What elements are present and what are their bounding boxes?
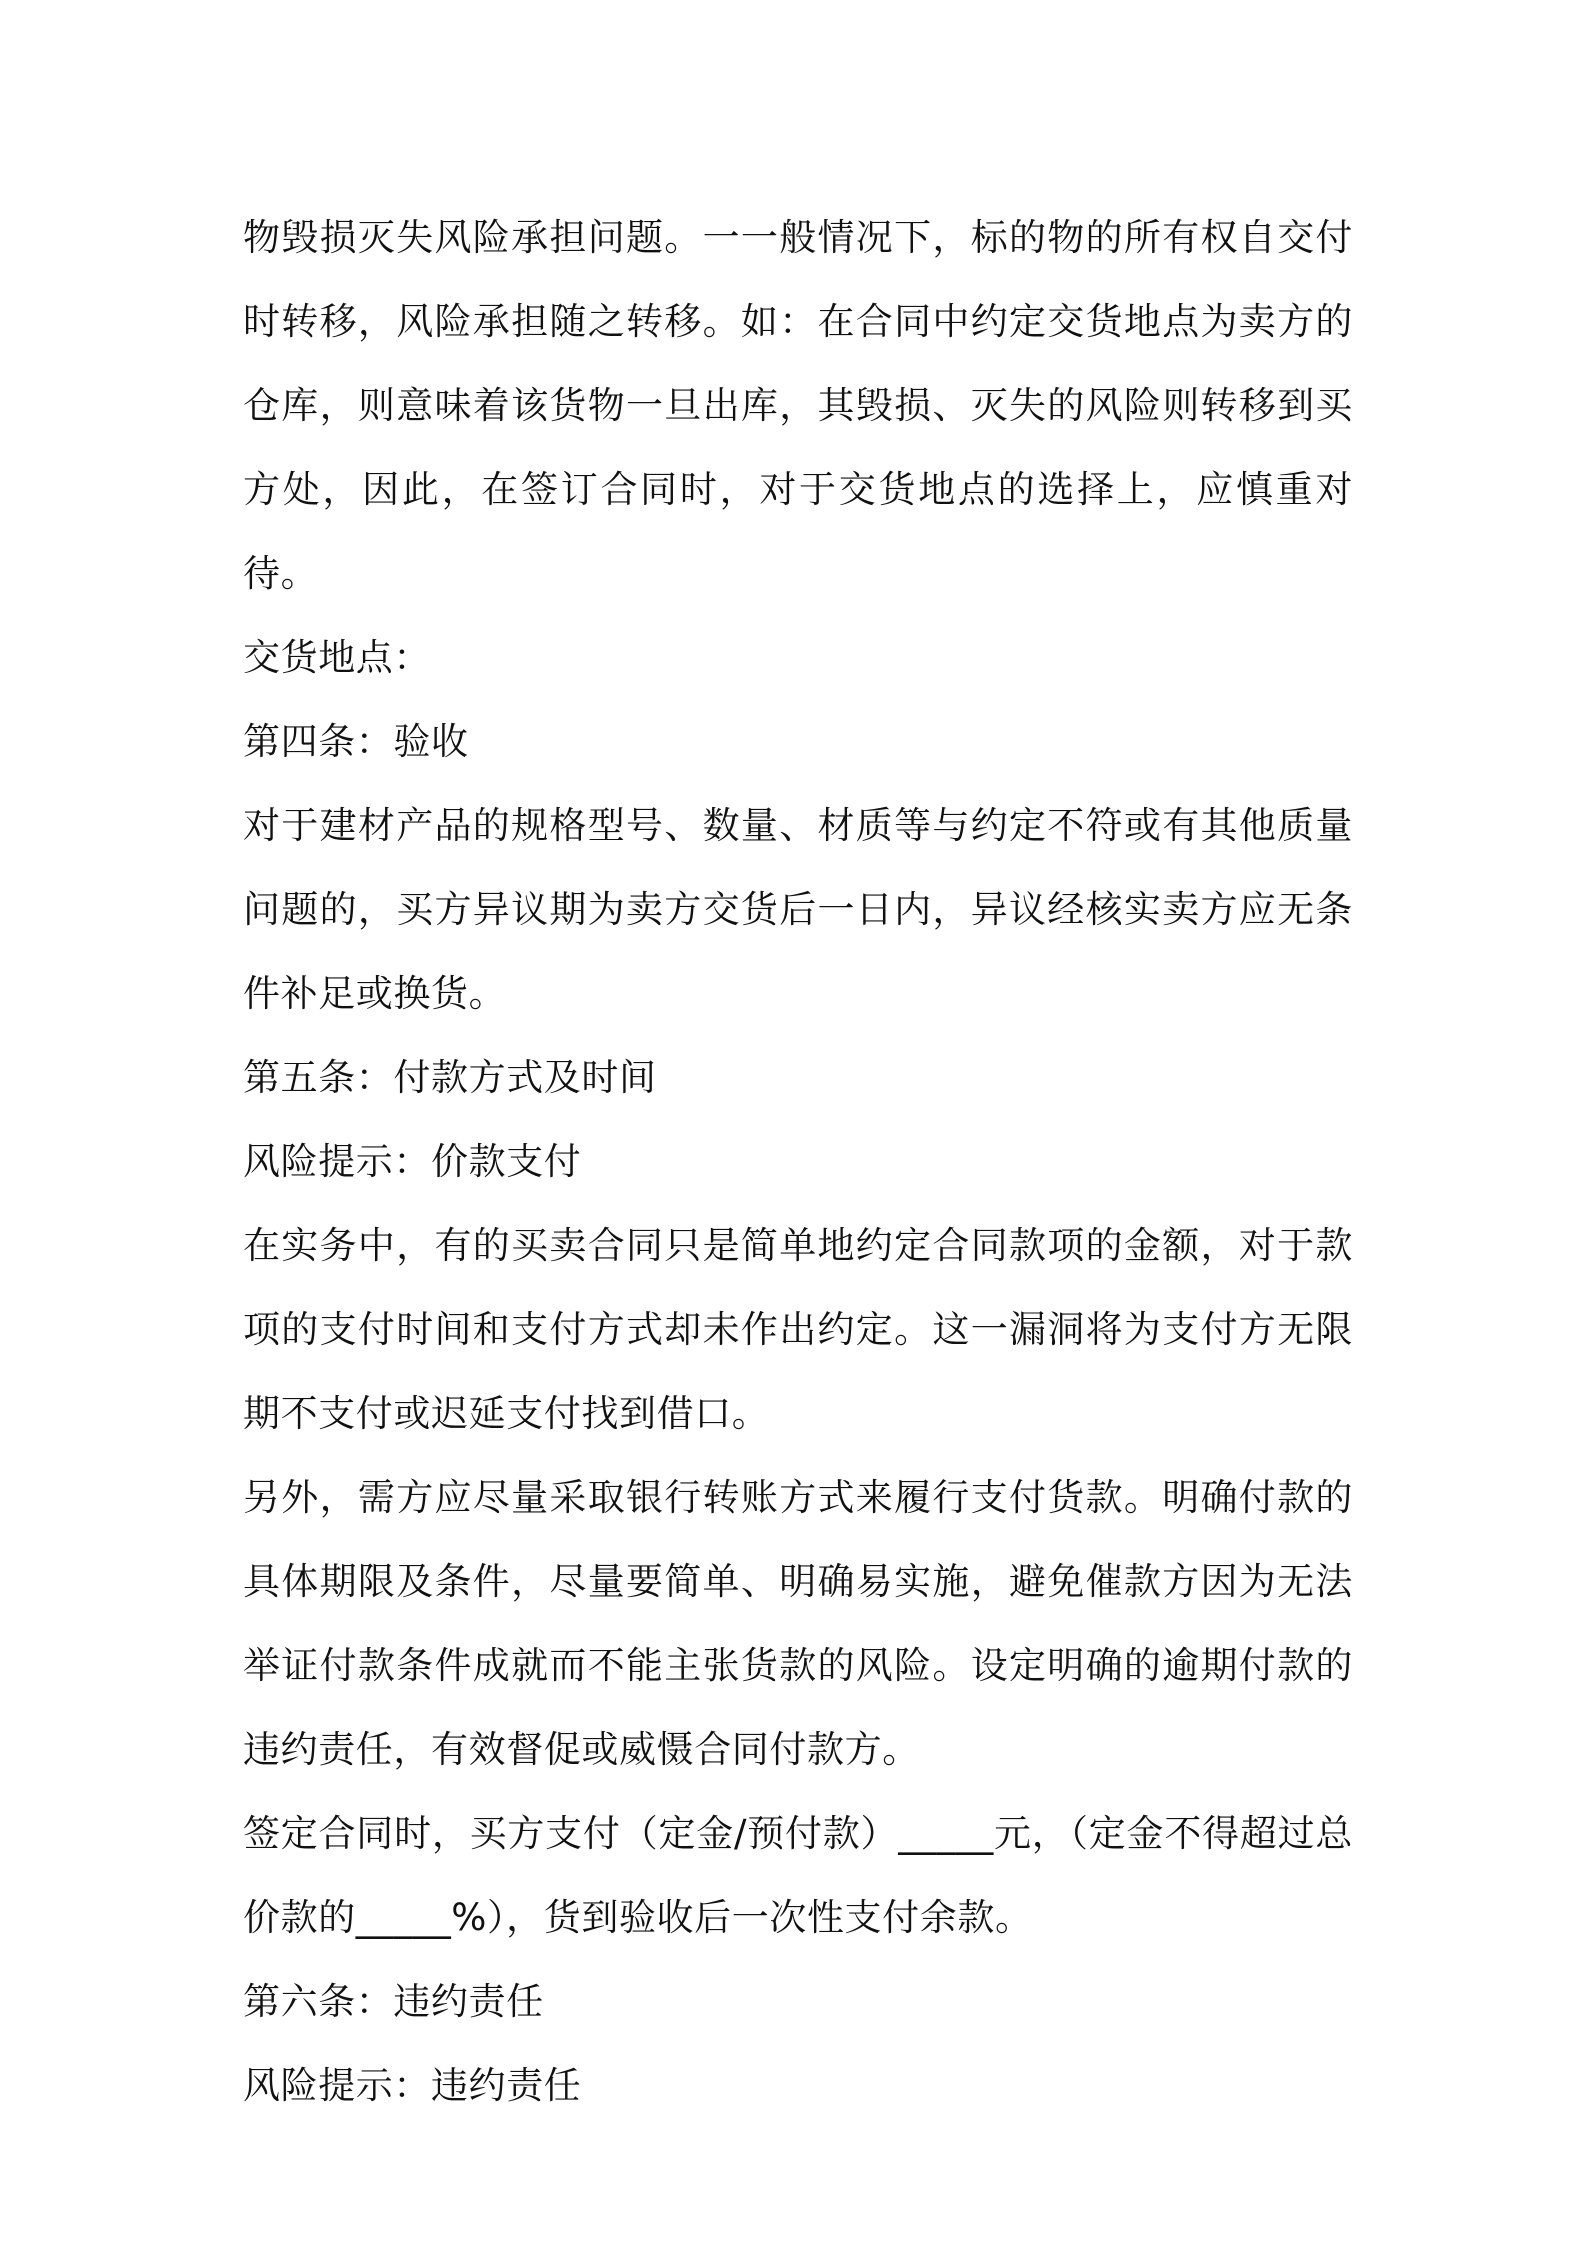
paragraph-inspection: 对于建材产品的规格型号、数量、材质等与约定不符或有其他质量问题的，买方异议期为卖方交货后一日内，异议经核实卖方应无条件补足或换货。 xyxy=(243,804,1353,1015)
risk-note-payment: 风险提示：价款支付 xyxy=(243,1140,582,1183)
heading-article-4: 第四条：验收 xyxy=(243,720,469,763)
paragraph-payment-practice: 在实务中，有的买卖合同只是简单地约定合同款项的金额，对于款项的支付时间和支付方式却未作出约定。这一漏洞将为支付方无限期不支付或迟延支付找到借口。 xyxy=(243,1224,1353,1435)
paragraph-delivery-location: 交货地点： xyxy=(243,636,431,679)
document-body xyxy=(243,196,1353,2128)
paragraph-risk-transfer: 物毁损灭失风险承担问题。一一般情况下，标的物的所有权自交付时转移，风险承担随之转移。如：在合同中约定交货地点为卖方的仓库，则意味着该货物一旦出库，其毁损、灭失的风险则转移到买方处，因此，在签订合同时，对于交货地点的选择上，应慎重对待。 xyxy=(243,216,1353,595)
paragraph-deposit-terms: 签定合同时，买方支付（定金/预付款）_____元，（定金不得超过总价款的_____%），货到验收后一次性支付余款。 xyxy=(243,1812,1353,1939)
risk-note-liability: 风险提示：违约责任 xyxy=(243,2064,582,2107)
heading-article-6: 第六条：违约责任 xyxy=(243,1980,544,2023)
heading-article-5: 第五条：付款方式及时间 xyxy=(243,1056,657,1099)
paragraph-payment-advice: 另外，需方应尽量采取银行转账方式来履行支付货款。明确付款的具体期限及条件，尽量要简单、明确易实施，避免催款方因为无法举证付款条件成就而不能主张货款的风险。设定明确的逾期付款的违约责任，有效督促或威慑合同付款方。 xyxy=(243,1476,1353,1771)
